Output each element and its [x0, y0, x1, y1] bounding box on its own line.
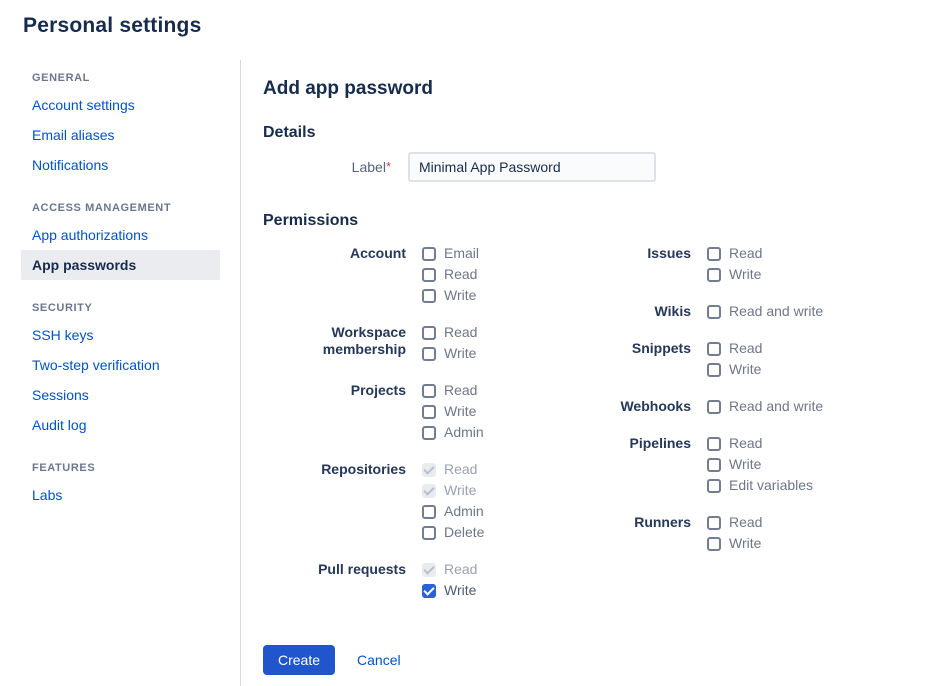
permission-options: [422, 559, 477, 601]
permission-group-runners: [603, 512, 823, 554]
checkbox-repositories-write: [422, 484, 436, 498]
checkbox-account-read[interactable]: [422, 268, 436, 282]
details-section-heading: Details: [263, 124, 316, 141]
permissions-grid: [263, 243, 936, 617]
checkbox-label: Read and write: [729, 303, 824, 319]
permission-option-pull-requests-write: [422, 580, 477, 601]
sidebar-section-features: [0, 462, 240, 510]
permission-options: [707, 396, 823, 417]
label-input[interactable]: [408, 152, 656, 182]
checkbox-label: Read: [444, 266, 478, 282]
checkbox-label: Write: [444, 582, 477, 598]
checkbox-label: Read: [444, 324, 478, 340]
checkbox-projects-admin[interactable]: [422, 426, 436, 440]
checkbox-label: Admin: [444, 503, 484, 519]
checkbox-pull-requests-read: [422, 563, 436, 577]
permission-group-wikis: [603, 301, 823, 322]
permission-option-workspace-membership-write: [422, 343, 477, 364]
permission-group-label: Repositories: [321, 461, 406, 477]
checkbox-pull-requests-write[interactable]: [422, 584, 436, 598]
permission-group-label: Webhooks: [620, 398, 691, 414]
permission-options: [422, 322, 477, 364]
sidebar-section-access-management: [0, 202, 240, 280]
checkbox-label: Read: [444, 461, 478, 477]
checkbox-label: Read and write: [729, 398, 824, 414]
checkbox-label: Admin: [444, 424, 484, 440]
permission-options: [422, 459, 484, 543]
create-button[interactable]: Create: [263, 645, 335, 675]
permission-option-repositories-delete: [422, 522, 484, 543]
sidebar-item-audit-log[interactable]: Audit log: [32, 417, 87, 433]
checkbox-issues-write[interactable]: [707, 268, 721, 282]
permission-option-projects-write: [422, 401, 484, 422]
permission-options: [707, 338, 762, 380]
permission-option-repositories-write: [422, 480, 484, 501]
permission-group-label: Runners: [634, 514, 691, 530]
checkbox-label: Read: [729, 340, 763, 356]
required-marker: *: [385, 159, 391, 174]
sidebar-section-header: GENERAL: [32, 72, 90, 84]
settings-sidebar: [0, 60, 241, 686]
checkbox-snippets-write[interactable]: [707, 363, 721, 377]
permission-group-account: [263, 243, 603, 306]
permission-group-repositories: [263, 459, 603, 543]
checkbox-label: Write: [729, 266, 762, 282]
permission-group-pipelines: [603, 433, 823, 496]
label-field-row: [263, 152, 936, 182]
permission-options: [422, 243, 479, 306]
checkbox-snippets-read[interactable]: [707, 342, 721, 356]
form-title: Add app password: [263, 78, 433, 99]
permission-option-pipelines-edit-variables: [707, 475, 813, 496]
checkbox-workspace-membership-read[interactable]: [422, 326, 436, 340]
main-content: [241, 60, 936, 686]
checkbox-label: Email: [444, 245, 480, 261]
permission-group-label: Pipelines: [629, 435, 691, 451]
checkbox-projects-read[interactable]: [422, 384, 436, 398]
permission-group-label: Issues: [647, 245, 691, 261]
sidebar-item-email-aliases[interactable]: Email aliases: [32, 127, 115, 143]
page-header: [0, 0, 936, 60]
checkbox-repositories-admin[interactable]: [422, 505, 436, 519]
sidebar-item-sessions[interactable]: Sessions: [32, 387, 89, 403]
permission-option-pull-requests-read: [422, 559, 477, 580]
permissions-column-2: [603, 243, 823, 617]
checkbox-repositories-delete[interactable]: [422, 526, 436, 540]
checkbox-pipelines-edit-variables[interactable]: [707, 479, 721, 493]
permission-option-repositories-admin: [422, 501, 484, 522]
checkbox-label: Write: [729, 456, 762, 472]
label-field-label-text: Label: [351, 159, 386, 175]
sidebar-section-header: FEATURES: [32, 462, 96, 474]
checkbox-account-email[interactable]: [422, 247, 436, 261]
permission-option-runners-write: [707, 533, 762, 554]
checkbox-workspace-membership-write[interactable]: [422, 347, 436, 361]
permission-group-workspace-membership: [263, 322, 603, 364]
checkbox-runners-write[interactable]: [707, 537, 721, 551]
checkbox-projects-write[interactable]: [422, 405, 436, 419]
checkbox-issues-read[interactable]: [707, 247, 721, 261]
sidebar-item-two-step-verification[interactable]: Two-step verification: [32, 357, 160, 373]
checkbox-repositories-read: [422, 463, 436, 477]
permission-group-projects: [263, 380, 603, 443]
permission-option-projects-read: [422, 380, 484, 401]
permission-group-snippets: [603, 338, 823, 380]
permission-option-snippets-read: [707, 338, 762, 359]
permission-option-wikis-read-and-write: [707, 301, 823, 322]
cancel-link[interactable]: Cancel: [357, 652, 401, 668]
permission-group-webhooks: [603, 396, 823, 417]
checkbox-label: Read: [444, 382, 478, 398]
permission-option-pipelines-read: [707, 433, 813, 454]
permission-options: [707, 433, 813, 496]
sidebar-section-general: [0, 72, 240, 180]
sidebar-item-notifications[interactable]: Notifications: [32, 157, 109, 173]
layout: [0, 60, 936, 686]
checkbox-label: Read: [729, 435, 763, 451]
permission-option-pipelines-write: [707, 454, 813, 475]
permission-group-label: Pull requests: [318, 561, 406, 577]
permission-option-issues-write: [707, 264, 762, 285]
permissions-column-1: [263, 243, 603, 617]
sidebar-section-header: SECURITY: [32, 302, 93, 314]
checkbox-label: Write: [729, 535, 762, 551]
checkbox-label: Read: [729, 245, 763, 261]
label-field-label: [263, 159, 391, 175]
checkbox-wikis-read-and-write[interactable]: [707, 305, 721, 319]
checkbox-label: Edit variables: [729, 477, 814, 493]
checkbox-label: Delete: [444, 524, 485, 540]
checkbox-label: Read: [729, 514, 763, 530]
permission-option-runners-read: [707, 512, 762, 533]
permission-options: [707, 512, 762, 554]
checkbox-pipelines-read[interactable]: [707, 437, 721, 451]
checkbox-label: Write: [444, 482, 477, 498]
permission-options: [707, 243, 762, 285]
permission-option-workspace-membership-read: [422, 322, 477, 343]
permission-group-issues: [603, 243, 823, 285]
permission-option-webhooks-read-and-write: [707, 396, 823, 417]
sidebar-item-account-settings[interactable]: Account settings: [32, 97, 135, 113]
sidebar-section-header: ACCESS MANAGEMENT: [32, 202, 172, 214]
sidebar-item-app-passwords[interactable]: App passwords: [21, 250, 220, 280]
page-title: Personal settings: [23, 14, 202, 37]
permission-option-snippets-write: [707, 359, 762, 380]
checkbox-label: Read: [444, 561, 478, 577]
sidebar-item-labs[interactable]: Labs: [32, 487, 63, 503]
permission-group-label: Account: [350, 245, 406, 261]
permission-group-label: Wikis: [654, 303, 691, 319]
permission-option-account-read: [422, 264, 479, 285]
permission-option-issues-read: [707, 243, 762, 264]
checkbox-label: Write: [729, 361, 762, 377]
checkbox-label: Write: [444, 287, 477, 303]
permission-group-label: Projects: [350, 382, 406, 398]
checkbox-label: Write: [444, 403, 477, 419]
permission-option-account-email: [422, 243, 479, 264]
permissions-section-heading: Permissions: [263, 212, 359, 229]
permission-options: [707, 301, 823, 322]
permission-option-repositories-read: [422, 459, 484, 480]
permission-group-label: Snippets: [631, 340, 691, 356]
permission-option-projects-admin: [422, 422, 484, 443]
permission-option-account-write: [422, 285, 479, 306]
sidebar-section-security: [0, 302, 240, 440]
form-actions: [263, 645, 936, 675]
checkbox-label: Write: [444, 345, 477, 361]
sidebar-item-app-authorizations[interactable]: App authorizations: [32, 227, 148, 243]
checkbox-webhooks-read-and-write[interactable]: [707, 400, 721, 414]
permission-group-pull-requests: [263, 559, 603, 601]
permission-options: [422, 380, 484, 443]
checkbox-runners-read[interactable]: [707, 516, 721, 530]
sidebar-item-ssh-keys[interactable]: SSH keys: [32, 327, 94, 343]
checkbox-account-write[interactable]: [422, 289, 436, 303]
permission-group-label: Workspace membership: [322, 324, 406, 357]
checkbox-pipelines-write[interactable]: [707, 458, 721, 472]
